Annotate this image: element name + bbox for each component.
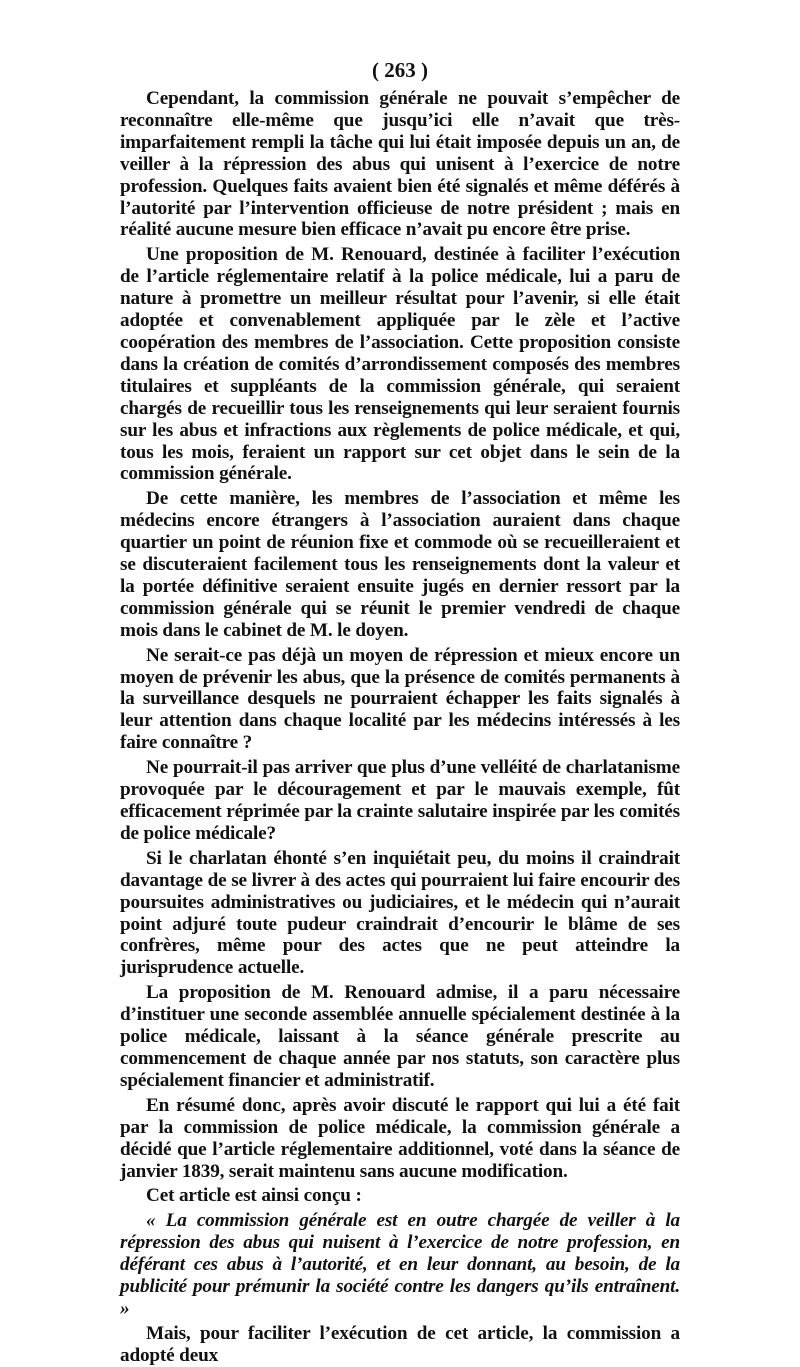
paragraph: Ne serait-ce pas déjà un moyen de répression et mieux encore un moyen de prévenir les abus, que la présence de comités permanents à la surveillance desquels ne pourraient échapper les faits signalés à leur attention dans chaque localité par les médecins intéressés à les faire connaître ? <box>120 644 680 754</box>
body-text <box>120 88 680 1367</box>
paragraph: Ne pourrait-il pas arriver que plus d’une velléité de charlatanisme provoquée par le découragement et par le mauvais exemple, fût efficacement réprimée par la crainte salutaire inspirée par les comités de police médicale? <box>120 757 680 844</box>
paragraph: Si le charlatan éhonté s’en inquiétait peu, du moins il craindrait davantage de se livrer à des actes qui pourraient lui faire encourir des poursuites administratives ou judiciaires, et le médecin qui n’aurait point adjuré toute pudeur craindrait d’encourir le blâme de ses confrères, même pour des actes que ne peut atteindre la jurisprudence actuelle. <box>120 847 680 979</box>
paragraph: Une proposition de M. Renouard, destinée à faciliter l’exécution de l’article réglementaire relatif à la police médicale, lui a paru de nature à promettre un meilleur résultat pour l’avenir, si elle était adoptée et convenablement appliquée par le zèle et l’active coopération des membres de l’association. Cette proposition consiste dans la création de comités d’arrondissement composés des membres titulaires et suppléants de la commission générale, qui seraient chargés de recueillir tous les renseignements qui leur seraient fournis sur les abus et infractions aux règlements de police médicale, et qui, tous les mois, feraient un rapport sur cet objet dans le sein de la commission générale. <box>120 244 680 485</box>
quoted-article: « La commission générale est en outre chargée de veiller à la répression des abus qui nuisent à l’exercice de notre profession, en déférant ces abus à l’autorité, et en leur donnant, au besoin, de la publicité pour prémunir la société contre les dangers qu’ils entraînent. » <box>120 1210 680 1319</box>
paragraph: De cette manière, les membres de l’association et même les médecins encore étrangers à l’association auraient dans chaque quartier un point de réunion fixe et commode où se recueilleraient et se discuteraient facilement tous les renseignements dont la valeur et la portée définitive seraient ensuite jugés en dernier ressort par la commission générale qui se réunit le premier vendredi de chaque mois dans le cabinet de M. le doyen. <box>120 488 680 641</box>
paragraph: Mais, pour faciliter l’exécution de cet article, la commission a adopté deux <box>120 1322 680 1366</box>
paragraph: La proposition de M. Renouard admise, il a paru nécessaire d’instituer une seconde assemblée annuelle spécialement destinée à la police médicale, laissant à la séance générale prescrite au commencement de chaque année par nos statuts, son caractère plus spécialement financier et administratif. <box>120 982 680 1091</box>
paragraph: En résumé donc, après avoir discuté le rapport qui lui a été fait par la commission de police médicale, la commission générale a décidé que l’article réglementaire additionnel, voté dans la séance de janvier 1839, serait maintenu sans aucune modification. <box>120 1094 680 1182</box>
paragraph: Cependant, la commission générale ne pouvait s’empêcher de reconnaître elle-même que jusqu’ici elle n’avait que très-imparfaitement rempli la tâche qui lui était imposée depuis un an, de veiller à la répression des abus qui unisent à l’exercice de notre profession. Quelques faits avaient bien été signalés et même déférés à l’autorité par l’intervention officieuse de notre président ; mais en réalité aucune mesure bien efficace n’avait pu encore être prise. <box>120 88 680 241</box>
paragraph: Cet article est ainsi conçu : <box>146 1185 362 1207</box>
page-number: ( 263 ) <box>372 58 428 82</box>
